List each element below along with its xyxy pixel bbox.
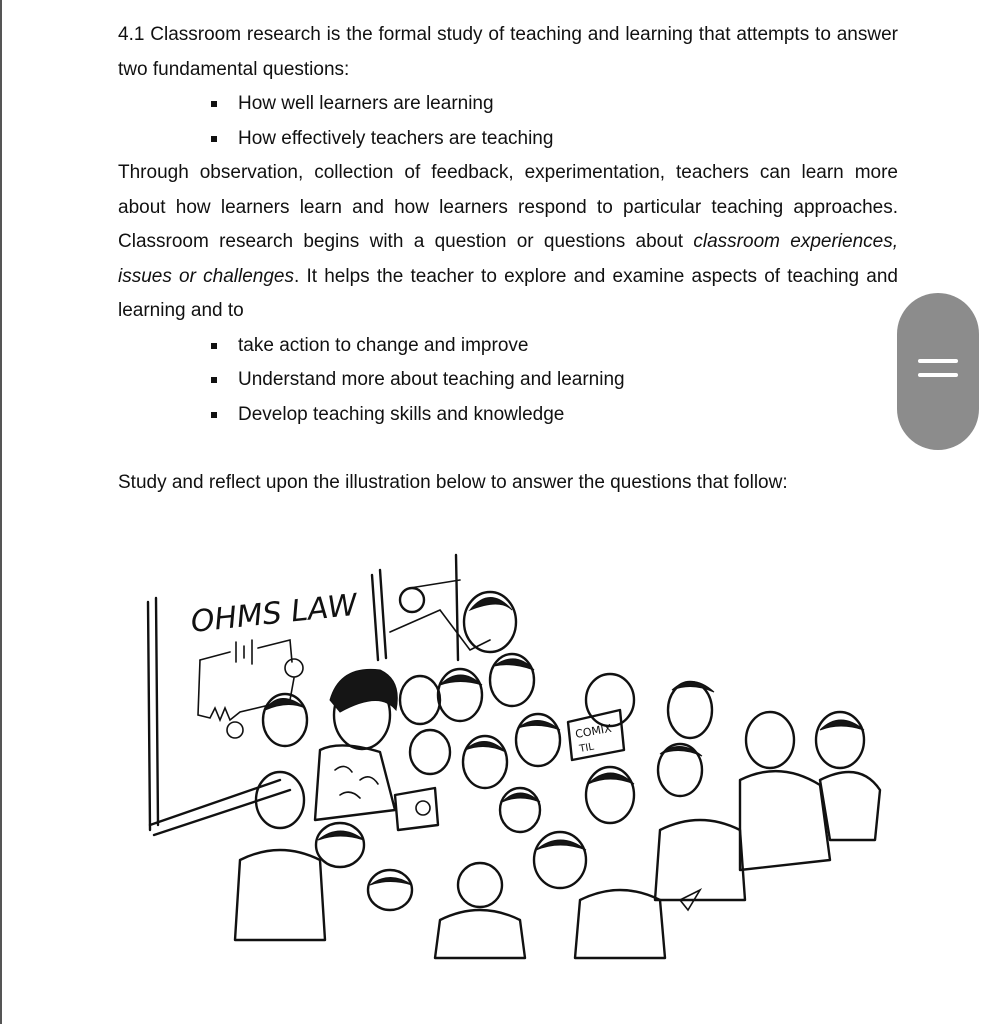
body-text-end: . It helps the teacher to explore and examine aspects of teaching and learning and to (118, 265, 898, 321)
body-italic-text: classroom experiences, issues or challenges (118, 231, 898, 287)
instruction-text: Study and reflect upon the illustration below to answer the questions that follow: (118, 472, 788, 493)
list-item (208, 87, 898, 122)
list-item (208, 398, 898, 433)
voltmeter-symbol-icon (227, 722, 243, 738)
circuit-wire (198, 660, 294, 720)
bullet-square-icon (211, 377, 217, 383)
wall-edge (456, 555, 458, 660)
bullet-square-icon (211, 101, 217, 107)
questions-list (118, 87, 898, 156)
grip-line-icon (918, 373, 958, 377)
teacher-body (315, 745, 395, 820)
blackboard-right-edge (380, 570, 386, 658)
intro-paragraph: 4.1 Classroom research is the formal study of teaching and learning that attempts to answer two fundamental questions: (118, 24, 898, 80)
list-item (208, 363, 898, 398)
teacher-hair (330, 669, 397, 712)
bullet-square-icon (211, 136, 217, 142)
board-title: OHMS LAW (189, 587, 359, 640)
body-paragraph (118, 156, 898, 329)
document-page (118, 18, 898, 501)
grip-line-icon (918, 359, 958, 363)
aims-list (118, 329, 898, 433)
scroll-handle[interactable] (897, 293, 979, 450)
page-left-border (0, 0, 2, 1024)
classroom-illustration (140, 540, 900, 960)
blackboard-chalk-ledge (154, 790, 290, 835)
small-figure-head (400, 588, 424, 612)
teacher-dress-pattern (335, 766, 378, 798)
question-text: How well learners are learning (238, 93, 494, 114)
book-label: COMIX (574, 721, 613, 741)
list-item (208, 329, 898, 364)
blackboard-right-edge (372, 575, 378, 660)
ammeter-symbol-icon (285, 659, 303, 677)
aim-text: Develop teaching skills and knowledge (238, 403, 565, 425)
book-sub-label: TIL (578, 741, 595, 755)
question-text: How effectively teachers are teaching (238, 127, 554, 149)
aim-text: Understand more about teaching and learning (238, 369, 625, 390)
bullet-square-icon (211, 412, 217, 418)
circuit-diagram (200, 640, 292, 664)
list-item (208, 122, 898, 157)
meter-dial-icon (416, 801, 430, 815)
blackboard-left-edge (148, 602, 150, 830)
classroom-sketch (140, 540, 900, 960)
aim-text: take action to change and improve (238, 334, 529, 356)
blackboard-left-edge (156, 598, 158, 825)
paragraph-spacer (118, 432, 898, 466)
body-text-start: Through observation, collection of feedback, experimentation, teachers can learn more about how learners learn and how learners respond to particular teaching approaches. Classroom research begins with a question or questions about (118, 162, 898, 252)
bullet-square-icon (211, 343, 217, 349)
